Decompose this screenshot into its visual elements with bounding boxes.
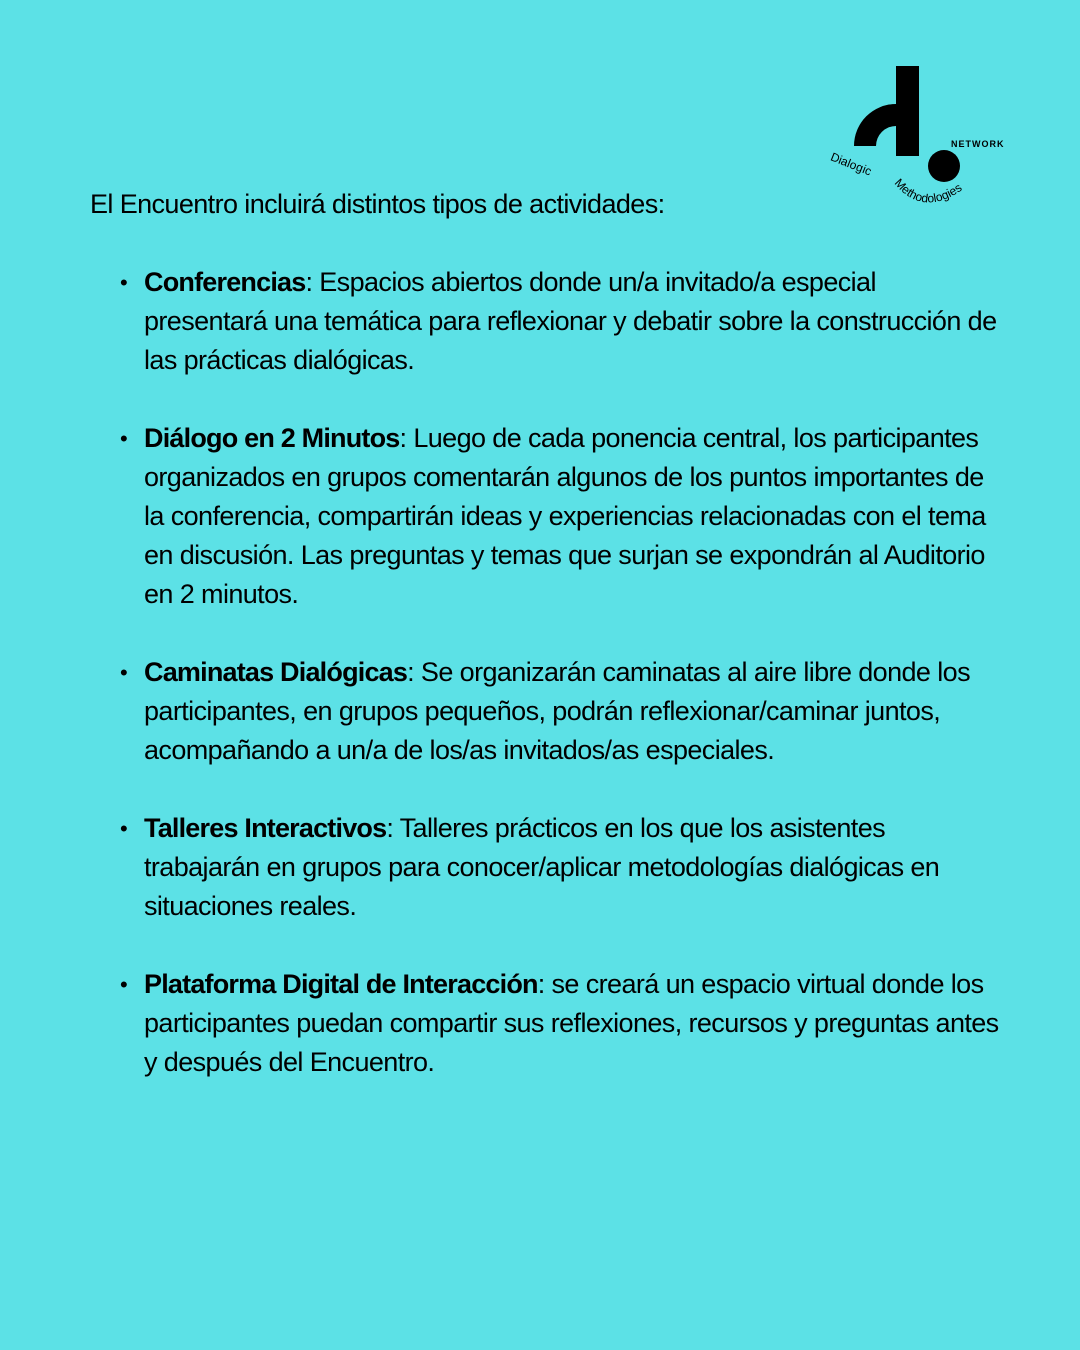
bullet-icon: • (120, 660, 128, 685)
activity-title: Caminatas Dialógicas (144, 657, 408, 687)
activity-description: : Talleres prácticos en los que los asistentes trabajarán en grupos para conocer/aplicar metodologías dialógicas en situaciones reales. (144, 813, 940, 921)
intro-text: El Encuentro incluirá distintos tipos de actividades: (90, 189, 665, 219)
logo-word-methodologies: Methodologies (891, 175, 965, 206)
activity-title: Diálogo en 2 Minutos (144, 423, 400, 453)
logo-word-dialogic: Dialogic (828, 149, 874, 179)
activity-dialogo-2-minutos (120, 419, 1000, 614)
dialogic-methodologies-logo (822, 60, 1012, 225)
activity-title: Conferencias (144, 267, 306, 297)
activity-description: : Se organizarán caminatas al aire libre donde los participantes, en grupos pequeños, podrán reflexionar/caminar juntos, acompañando a un/a de los/as invitados/as especiales. (144, 657, 970, 765)
logo-network-label: NETWORK (951, 139, 1005, 149)
activity-plataforma-digital (120, 965, 1000, 1082)
activity-conferencias (120, 263, 1000, 380)
bullet-icon: • (120, 426, 128, 451)
activity-title: Talleres Interactivos (144, 813, 387, 843)
bullet-icon: • (120, 972, 128, 997)
activity-description: : se creará un espacio virtual donde los participantes puedan compartir sus reflexiones, recursos y preguntas antes y después del Encuentro. (144, 969, 999, 1077)
activities-list (120, 263, 1000, 1121)
bullet-icon: • (120, 816, 128, 841)
activity-talleres-interactivos (120, 809, 1000, 926)
svg-text:Methodologies (892, 176, 965, 206)
svg-text:Dialogic (829, 150, 874, 179)
activity-title: Plataforma Digital de Interacción (144, 969, 538, 999)
logo-mark-icon (822, 60, 1012, 225)
activity-caminatas-dialogicas (120, 653, 1000, 770)
activity-description: : Espacios abiertos donde un/a invitado/a especial presentará una temática para reflexionar y debatir sobre la construcción de las prácticas dialógicas. (144, 267, 997, 375)
bullet-icon: • (120, 270, 128, 295)
activity-description: : Luego de cada ponencia central, los participantes organizados en grupos comentarán algunos de los puntos importantes de la conferencia, compartirán ideas y experiencias relacionadas con el tema en discusión. Las preguntas y temas que surjan se expondrán al Auditorio en 2 minutos. (144, 423, 986, 609)
